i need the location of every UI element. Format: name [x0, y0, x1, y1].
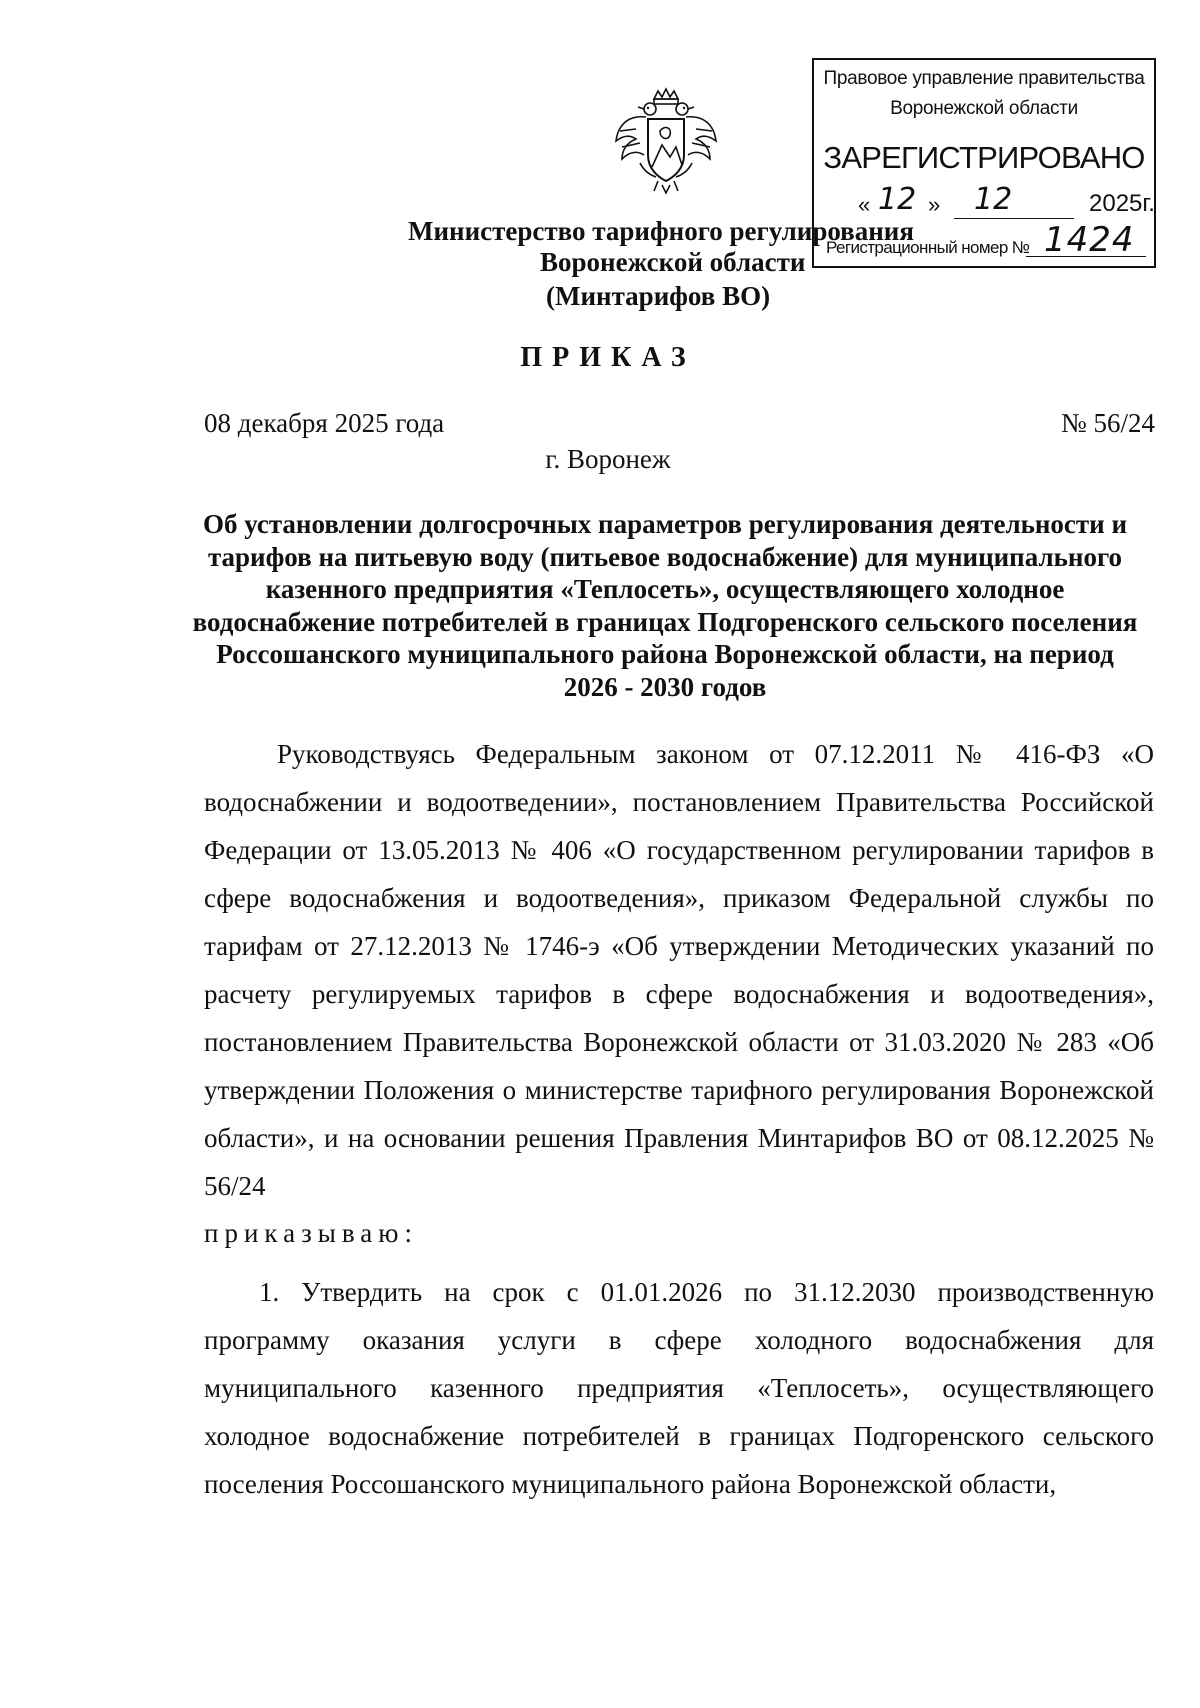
body-paragraph-2-text: 1. Утвердить на срок с 01.01.2026 по 31.12.2030 производственную программу оказания услуги в сфере холодного водоснабжения для муниципального казенного предприятия «Теплосеть», осуществляющего холодное водоснабжение потребителей в границах Подгоренского сельского поселения Россошанского муниципального района Воронежской области,: [204, 1277, 1154, 1499]
order-word: приказываю:: [204, 1218, 418, 1248]
stamp-quote-open: «: [858, 192, 871, 217]
stamp-day: 12: [878, 182, 917, 217]
document-title: Об установлении долгосрочных параметров регулирования деятельности и тарифов на питьевую воду (питьевое водоснабжение) для муниципального казенного предприятия «Теплосеть», осуществляющего холодное водоснабжение потребителей в границах Подгоренского сельского поселения Россошанского муниципального района Воронежской области, на период 2026 - 2030 годов: [192, 509, 1138, 702]
document-date: 08 декабря 2025 года: [204, 408, 445, 438]
stamp-line-1: Правовое управление правительства: [823, 68, 1145, 89]
stamp-status: ЗАРЕГИСТРИРОВАНО: [823, 140, 1145, 175]
org-region: Воронежской области: [540, 247, 806, 277]
document-number: № 56/24: [1060, 408, 1155, 438]
stamp-quote-close: »: [928, 192, 941, 217]
stamp-line-2: Воронежской области: [890, 98, 1078, 119]
coat-of-arms-icon: [610, 85, 722, 197]
document-city: г. Воронеж: [545, 444, 671, 474]
stamp-reg-label: Регистрационный номер №: [826, 238, 1030, 257]
body-paragraph-1: [204, 730, 1154, 1210]
stamp-date-underline: [954, 218, 1074, 219]
stamp-reg-number: 1424: [1044, 220, 1135, 260]
stamp-year: 2025г.: [1089, 190, 1155, 217]
document-type: ПРИКАЗ: [520, 342, 696, 373]
body-paragraph-1-text: Руководствуясь Федеральным законом от 07.12.2011 № 416-ФЗ «О водоснабжении и водоотведении», постановлением Правительства Российской Федерации от 13.05.2013 № 406 «О государственном регулировании тарифов в сфере водоснабжения и водоотведения», приказом Федеральной службы по тарифам от 27.12.2013 № 1746-э «Об утверждении Методических указаний по расчету регулируемых тарифов в сфере водоснабжения и водоотведения», постановлением Правительства Воронежской области от 31.03.2020 № 283 «Об утверждении Положения о министерстве тарифного регулирования Воронежской области», и на основании решения Правления Минтарифов ВО от 08.12.2025 № 56/24: [204, 739, 1154, 1201]
org-abbreviation: (Минтарифов ВО): [546, 281, 771, 311]
stamp-month: 12: [974, 182, 1013, 217]
org-name: Министерство тарифного регулирования: [408, 216, 914, 246]
body-paragraph-2: [204, 1268, 1154, 1508]
